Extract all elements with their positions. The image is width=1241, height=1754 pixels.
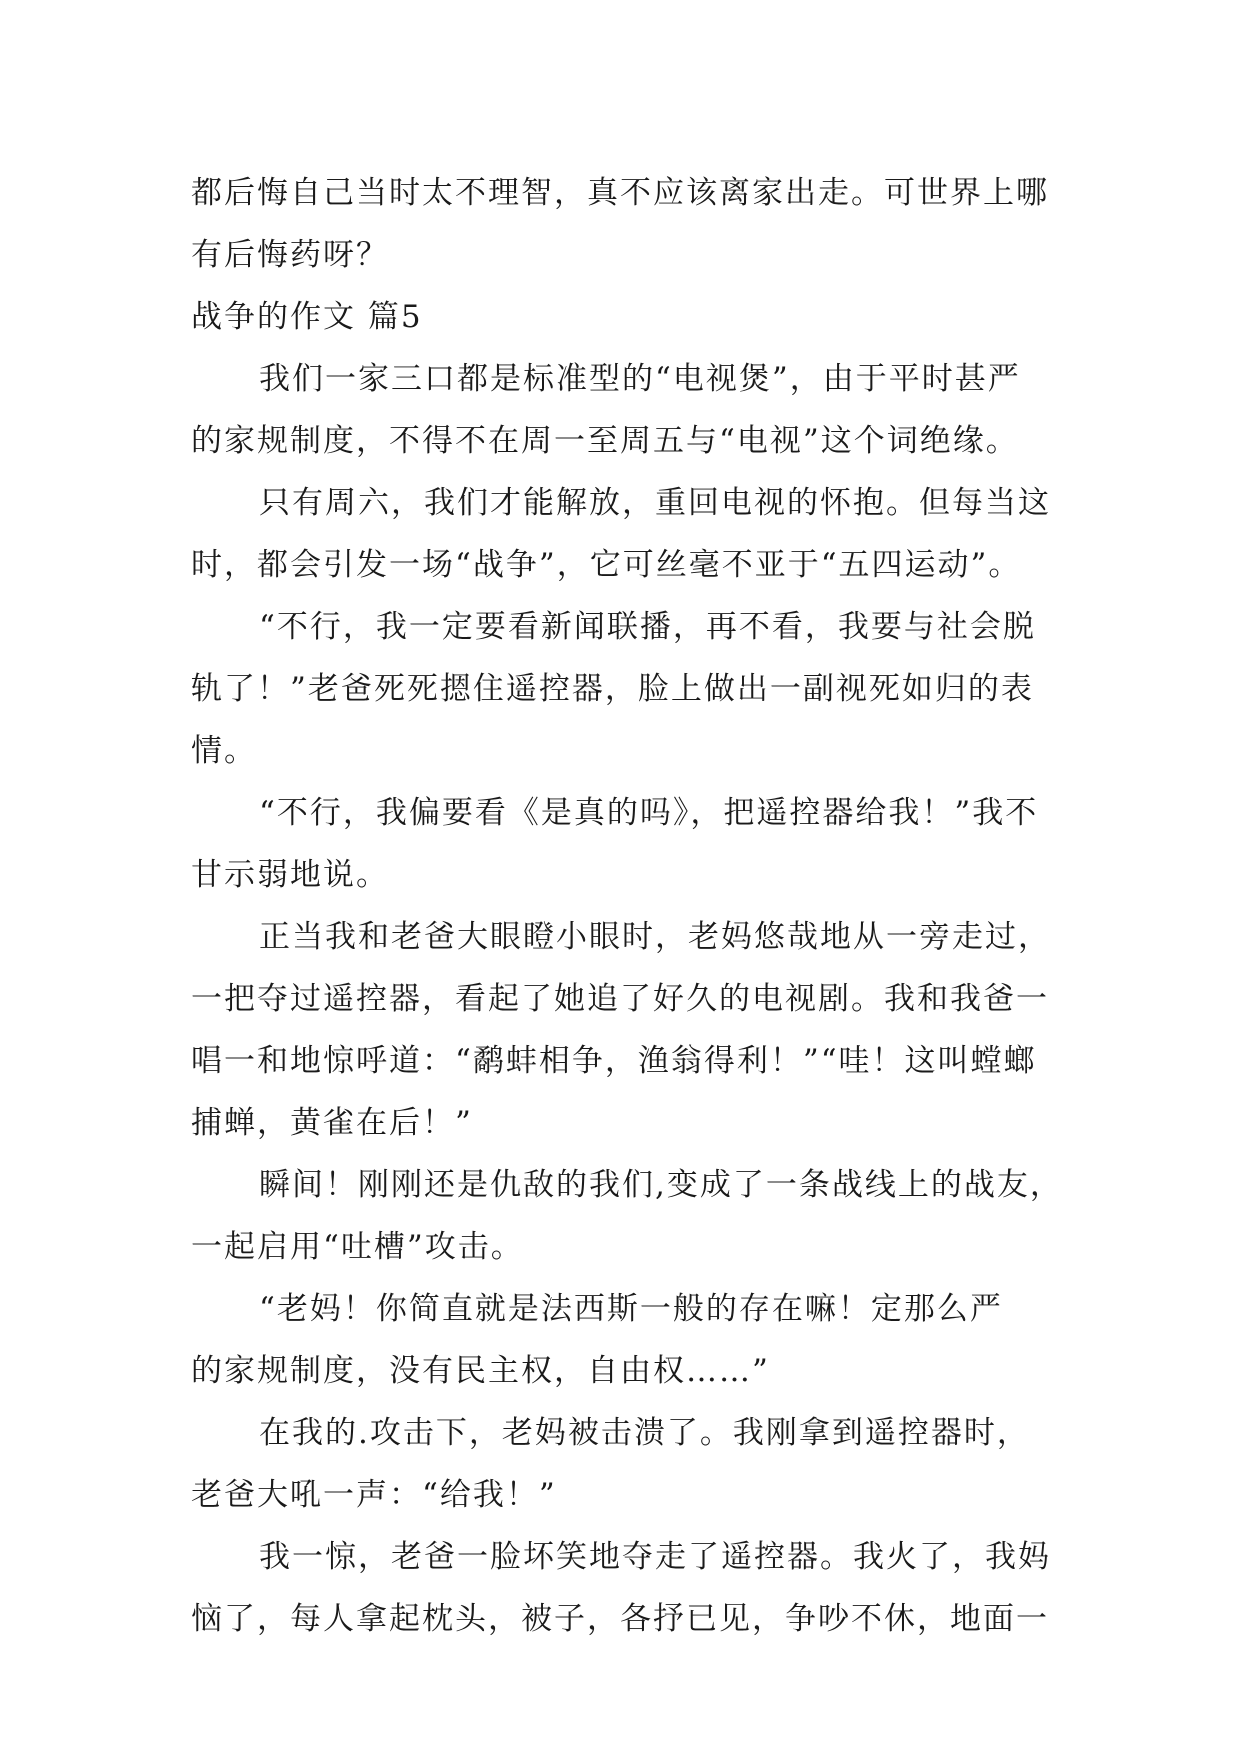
- text-line: 唱一和地惊呼道：“鹬蚌相争，渔翁得利！”“哇！这叫螳螂: [191, 1043, 1037, 1079]
- text-line: 老爸大吼一声：“给我！”: [191, 1477, 557, 1513]
- text-line: 一起启用“吐槽”攻击。: [191, 1229, 524, 1265]
- text-line: 我一惊，老爸一脸坏笑地夺走了遥控器。我火了，我妈: [259, 1539, 1051, 1575]
- text-line: 正当我和老爸大眼瞪小眼时，老妈悠哉地从一旁走过，: [259, 919, 1051, 955]
- text-line: “不行，我偏要看《是真的吗》，把遥控器给我！”我不: [259, 795, 1039, 831]
- text-line: 瞬间！刚刚还是仇敌的我们,变成了一条战线上的战友，: [259, 1167, 1063, 1203]
- text-line: 捕蝉，黄雀在后！”: [191, 1105, 473, 1141]
- text-line: “不行，我一定要看新闻联播，再不看，我要与社会脱: [259, 609, 1036, 645]
- section-heading: 战争的作文 篇5: [191, 299, 423, 335]
- text-line: 情。: [191, 733, 257, 769]
- text-line: 的家规制度，不得不在周一至周五与“电视”这个词绝缘。: [191, 423, 1019, 459]
- text-line: 轨了！”老爸死死摁住遥控器，脸上做出一副视死如归的表: [191, 671, 1034, 707]
- document-body: [191, 162, 1071, 1650]
- text-line: 有后悔药呀？: [191, 237, 389, 273]
- text-line: 甘示弱地说。: [191, 857, 389, 893]
- text-line: 时，都会引发一场“战争”，它可丝毫不亚于“五四运动”。: [191, 547, 1022, 583]
- text-line: 恼了，每人拿起枕头，被子，各抒已见，争吵不休，地面一: [191, 1601, 1049, 1637]
- text-line: 只有周六，我们才能解放，重回电视的怀抱。但每当这: [259, 485, 1051, 521]
- text-line: 的家规制度，没有民主权，自由权……”: [191, 1353, 770, 1389]
- text-line: “老妈！你简直就是法西斯一般的存在嘛！定那么严: [259, 1291, 1003, 1327]
- text-line: 一把夺过遥控器，看起了她追了好久的电视剧。我和我爸一: [191, 981, 1049, 1017]
- text-line: 都后悔自己当时太不理智，真不应该离家出走。可世界上哪: [191, 175, 1049, 211]
- text-line: 在我的.攻击下，老妈被击溃了。我刚拿到遥控器时，: [259, 1415, 1030, 1451]
- text-line: 我们一家三口都是标准型的“电视煲”，由于平时甚严: [259, 361, 1021, 397]
